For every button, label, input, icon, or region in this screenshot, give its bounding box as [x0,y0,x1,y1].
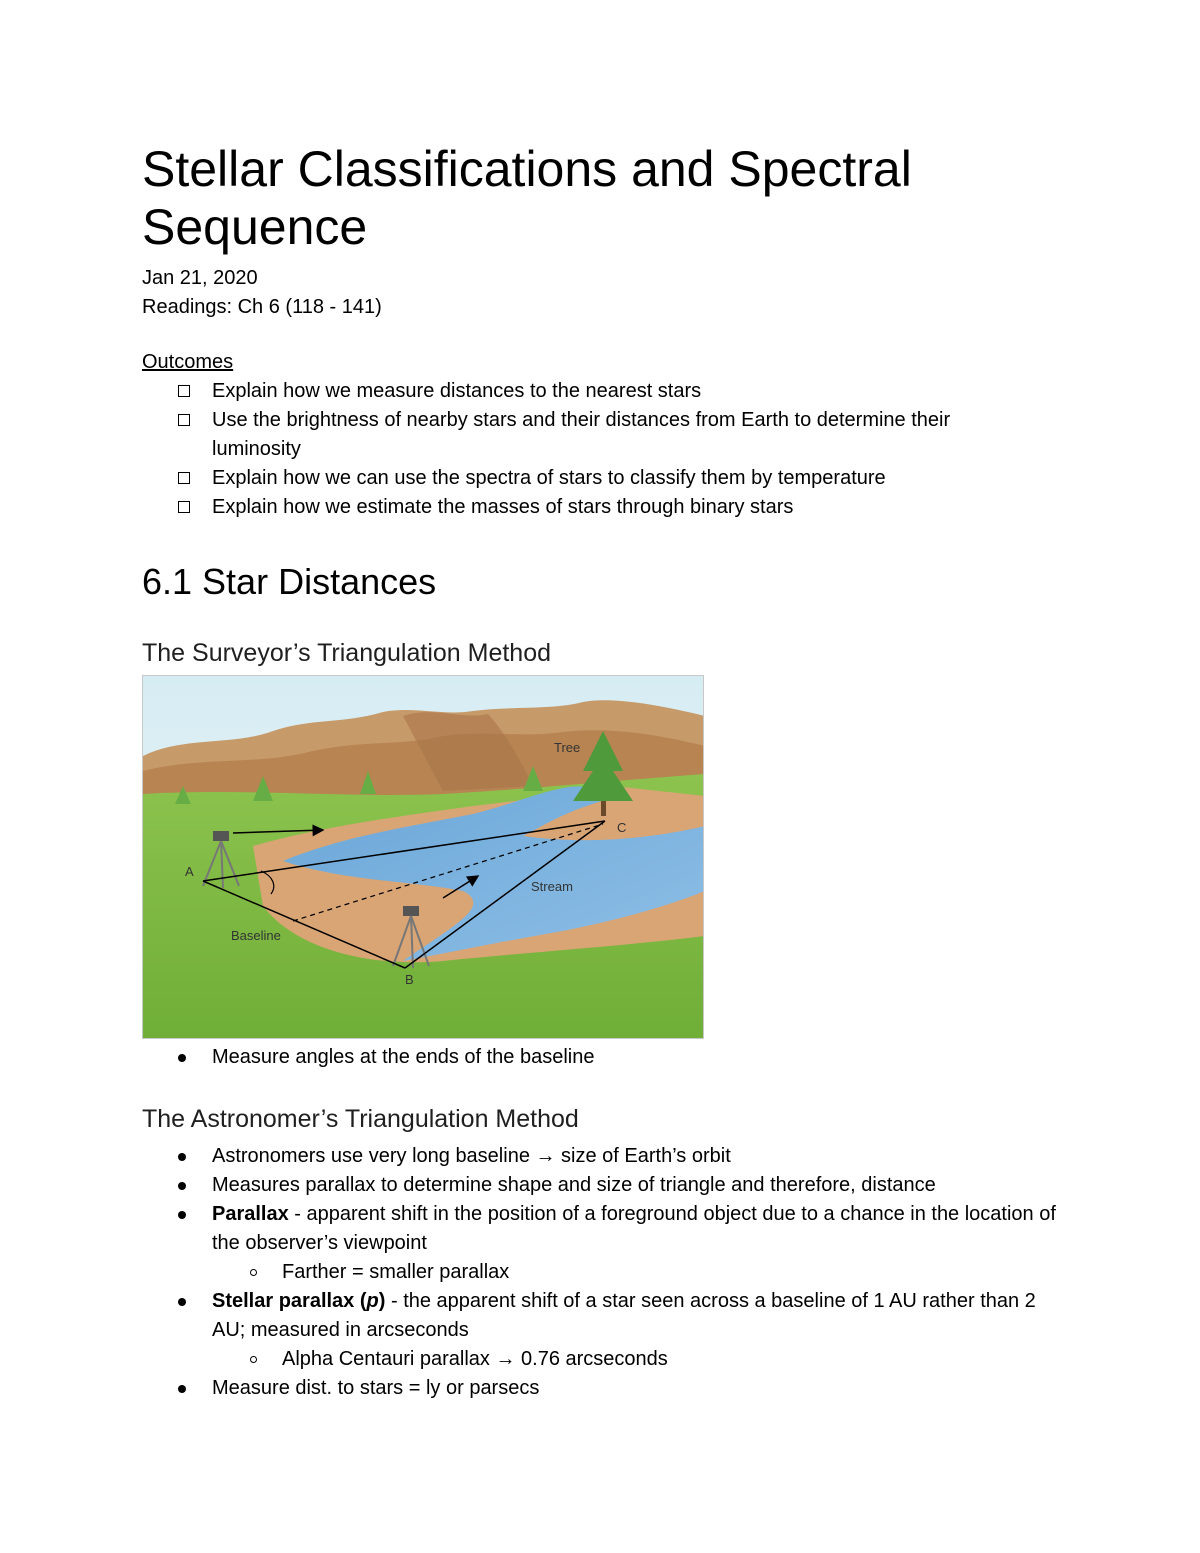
list-item: Parallax - apparent shift in the position of a foreground object due to a chance in the location of the observer’s viewpoint [178,1200,1058,1258]
bullet-icon [178,1153,186,1161]
outcomes-label: Outcomes [142,351,234,373]
document-meta [142,264,382,322]
bullet-icon [178,1298,186,1306]
label-baseline: Baseline [231,928,281,943]
list-item: Measure dist. to stars = ly or parsecs [178,1374,1058,1403]
surveyor-heading: The Surveyor’s Triangulation Method [142,639,552,667]
outcome-item: Explain how we estimate the masses of stars through binary stars [178,493,1038,522]
bullet-icon [178,1054,186,1062]
list-item: Measures parallax to determine shape and size of triangle and therefore, distance [178,1171,1058,1200]
sub-bullet-icon [250,1269,257,1276]
checkbox-icon[interactable] [178,414,190,426]
sub-list-item: Alpha Centauri parallax → 0.76 arcseconds [178,1345,1058,1374]
document-title: Stellar Classifications and Spectral Sequence [142,141,912,255]
sub-bullet-icon [250,1356,257,1363]
document-readings: Readings: Ch 6 (118 - 141) [142,296,382,318]
triangulation-illustration [143,676,704,1039]
label-stream: Stream [531,879,573,894]
outcome-item: Explain how we measure distances to the nearest stars [178,377,1038,406]
list-item: Stellar parallax (p) - the apparent shift of a star seen across a baseline of 1 AU rather than 2 AU; measured in arcseconds [178,1287,1058,1345]
list-item: Astronomers use very long baseline → size of Earth’s orbit [178,1142,1058,1171]
outcomes-checklist [178,377,1038,522]
term-parallax: Parallax [212,1203,289,1225]
triangulation-figure [142,675,704,1039]
bullet-icon [178,1182,186,1190]
sub-list-item: Farther = smaller parallax [178,1258,1058,1287]
label-c: C [617,820,627,835]
term-stellar-parallax: Stellar parallax (p) [212,1290,386,1312]
astronomer-heading: The Astronomer’s Triangulation Method [142,1105,579,1133]
checkbox-icon[interactable] [178,501,190,513]
surveyor-bullets [178,1043,1058,1072]
checkbox-icon[interactable] [178,385,190,397]
label-tree: Tree [554,740,581,755]
label-b: B [405,972,414,987]
bullet-icon [178,1385,186,1393]
bullet-icon [178,1211,186,1219]
outcome-item: Explain how we can use the spectra of stars to classify them by temperature [178,464,1038,493]
section-heading: 6.1 Star Distances [142,561,437,602]
astronomer-bullets [178,1142,1058,1403]
document-date: Jan 21, 2020 [142,267,258,289]
label-a: A [185,864,194,879]
list-item: Measure angles at the ends of the baseline [178,1043,1058,1072]
outcome-item: Use the brightness of nearby stars and their distances from Earth to determine their luminosity [178,406,1038,464]
checkbox-icon[interactable] [178,472,190,484]
